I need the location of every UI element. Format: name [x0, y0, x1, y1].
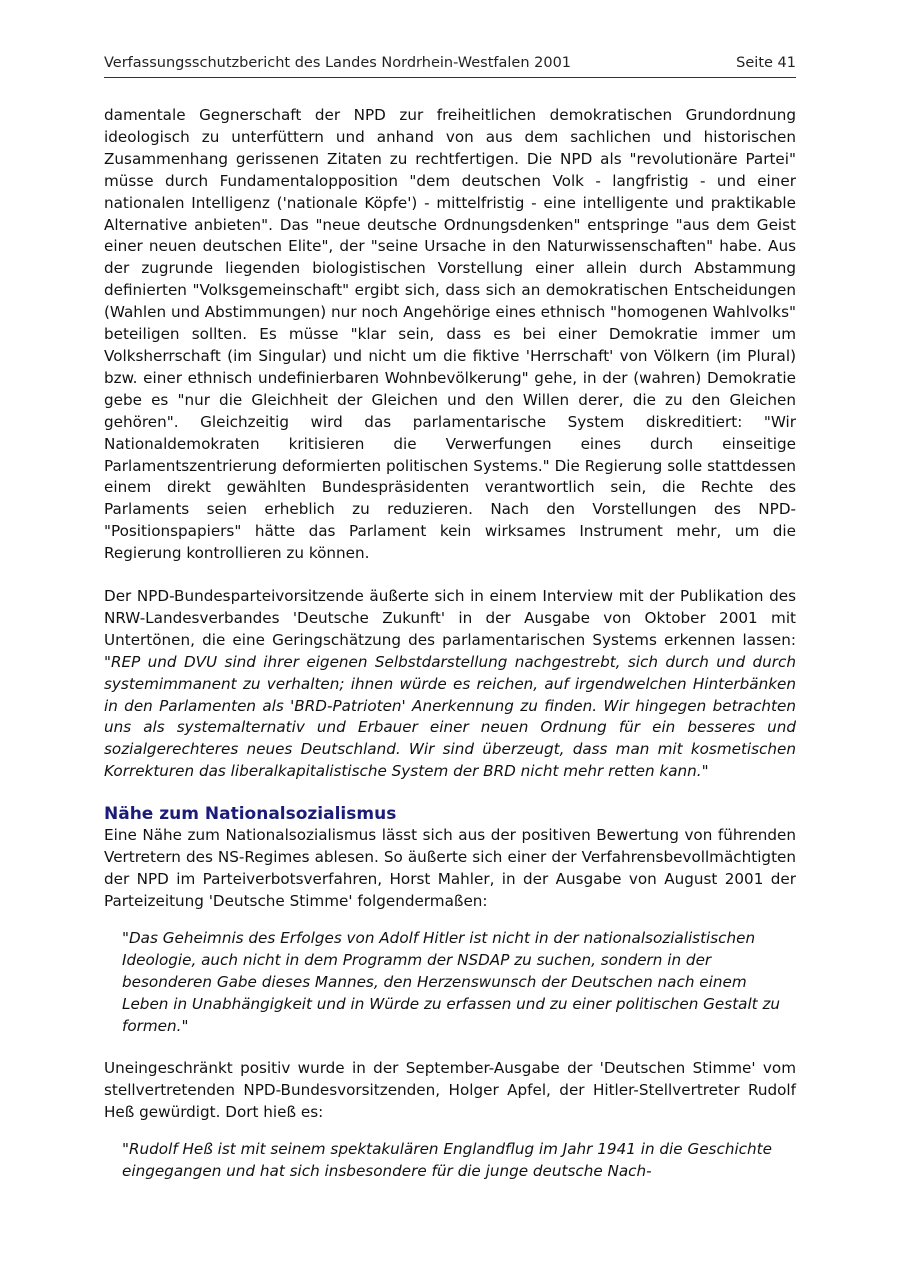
header-rule [104, 77, 796, 78]
blockquote-1: "Das Geheimnis des Erfolges von Adolf Hitler ist nicht in der nationalsozialistischen Ideologie, auch nicht in dem Programm der NSDAP zu suchen, sondern in der besonderen Gabe dieses Mannes, den Herzenswunsch der Deutschen nach einem Leben in Unabhängigkeit und in Würde zu erfassen und zu einer politischen Gestalt zu formen." [122, 928, 781, 1035]
page-number: Seite 41 [736, 55, 796, 71]
paragraph-2-tail: " [701, 762, 709, 781]
blockquote-2: "Rudolf Heß ist mit seinem spektakulären Englandflug im Jahr 1941 in die Geschichte eingegangen und hat sich insbesondere für die junge deutsche Nach- [122, 1139, 772, 1180]
paragraph-2 [104, 586, 796, 783]
header-title: Verfassungsschutzbericht des Landes Nordrhein-Westfalen 2001 [104, 55, 572, 71]
paragraph-4: Uneingeschränkt positiv wurde in der September-Ausgabe der 'Deutschen Stimme' vom stellvertretenden NPD-Bundesvorsitzenden, Holger Apfel, der Hitler-Stellvertreter Rudolf Heß gewürdigt. Dort hieß es: [104, 1058, 796, 1121]
paragraph-1: damentale Gegnerschaft der NPD zur freiheitlichen demokratischen Grundordnung ideologisch zu unterfüttern und anhand von aus dem sachlichen und historischen Zusammenhang gerissenen Zitaten zu rechtfertigen. Die NPD als "revolutionäre Partei" müsse durch Fundamentalopposition "dem deutschen Volk - langfristig - und einer nationalen Intelligenz ('nationale Köpfe') - mittelfristig - eine intelligente und praktikable Alternative anbieten". Das "neue deutsche Ordnungsdenken" entspringe "aus dem Geist einer neuen deutschen Elite", der "seine Ursache in den Naturwissenschaften" habe. Aus der zugrunde liegenden biologistischen Vorstellung einer allein durch Abstammung definierten "Volksgemeinschaft" ergibt sich, dass sich an demokratischen Entscheidungen (Wahlen und Abstimmungen) nur noch Angehörige eines ethnisch "homogenen Wahlvolks" beteiligen sollten. Es müsse "klar sein, dass es bei einer Demokratie immer um Volksherrschaft (im Singular) und nicht um die fiktive 'Herrschaft' von Völkern (im Plural) bzw. einer ethnisch undefinierbaren Wohnbevölkerung" gehe, in der (wahren) Demokratie gebe es "nur die Gleichheit der Gleichen und den Willen derer, die zu den Gleichen gehören". Gleichzeitig wird das parlamentarische System diskreditiert: "Wir Nationaldemokraten kritisieren die Verwerfungen eines durch einseitige Parlamentszentrierung deformierten politischen Systems." Die Regierung solle stattdessen einem direkt gewählten Bundespräsidenten verantwortlich sein, die Rechte des Parlaments seien erheblich zu reduzieren. Nach den Vorstellungen des NPD-"Positionspapiers" hätte das Parlament kein wirksames Instrument mehr, um die Regierung kontrollieren zu können. [104, 106, 796, 563]
paragraph-2-lead: Der NPD-Bundesparteivorsitzende äußerte sich in einem Interview mit der Publikation des NRW-Landesverbandes 'Deutsche Zukunft' in der Ausgabe von Oktober 2001 mit Untertönen, die eine Geringschätzung des parlamentarischen Systems erkennen lassen: [104, 587, 796, 649]
paragraph-3: Eine Nähe zum Nationalsozialismus lässt sich aus der positiven Bewertung von führenden Vertretern des NS-Regimes ablesen. So äußerte sich einer der Verfahrensbevollmächtigten der NPD im Parteiverbotsverfahren, Horst Mahler, in der Ausgabe von August 2001 der Parteizeitung 'Deutsche Stimme' folgendermaßen: [104, 826, 796, 910]
paragraph-2-quote: "REP und DVU sind ihrer eigenen Selbstdarstellung nachgestrebt, sich durch und durch systemimmanent zu verhalten; ihnen würde es reichen, auf irgendwelchen Hinterbänken in den Parlamenten als 'BRD-Patrioten' Anerkennung zu finden. Wir hingegen betrachten uns als systemalternativ und Erbauer einer neuen Ordnung für ein besseres und sozialgerechteres neues Deutschland. Wir sind überzeugt, dass man mit kosmetischen Korrekturen das liberalkapitalistische System der BRD nicht mehr retten kann. [104, 652, 796, 781]
page-header [104, 54, 796, 72]
body-text [104, 105, 796, 1182]
section-heading: Nähe zum Nationalsozialismus [104, 804, 397, 825]
